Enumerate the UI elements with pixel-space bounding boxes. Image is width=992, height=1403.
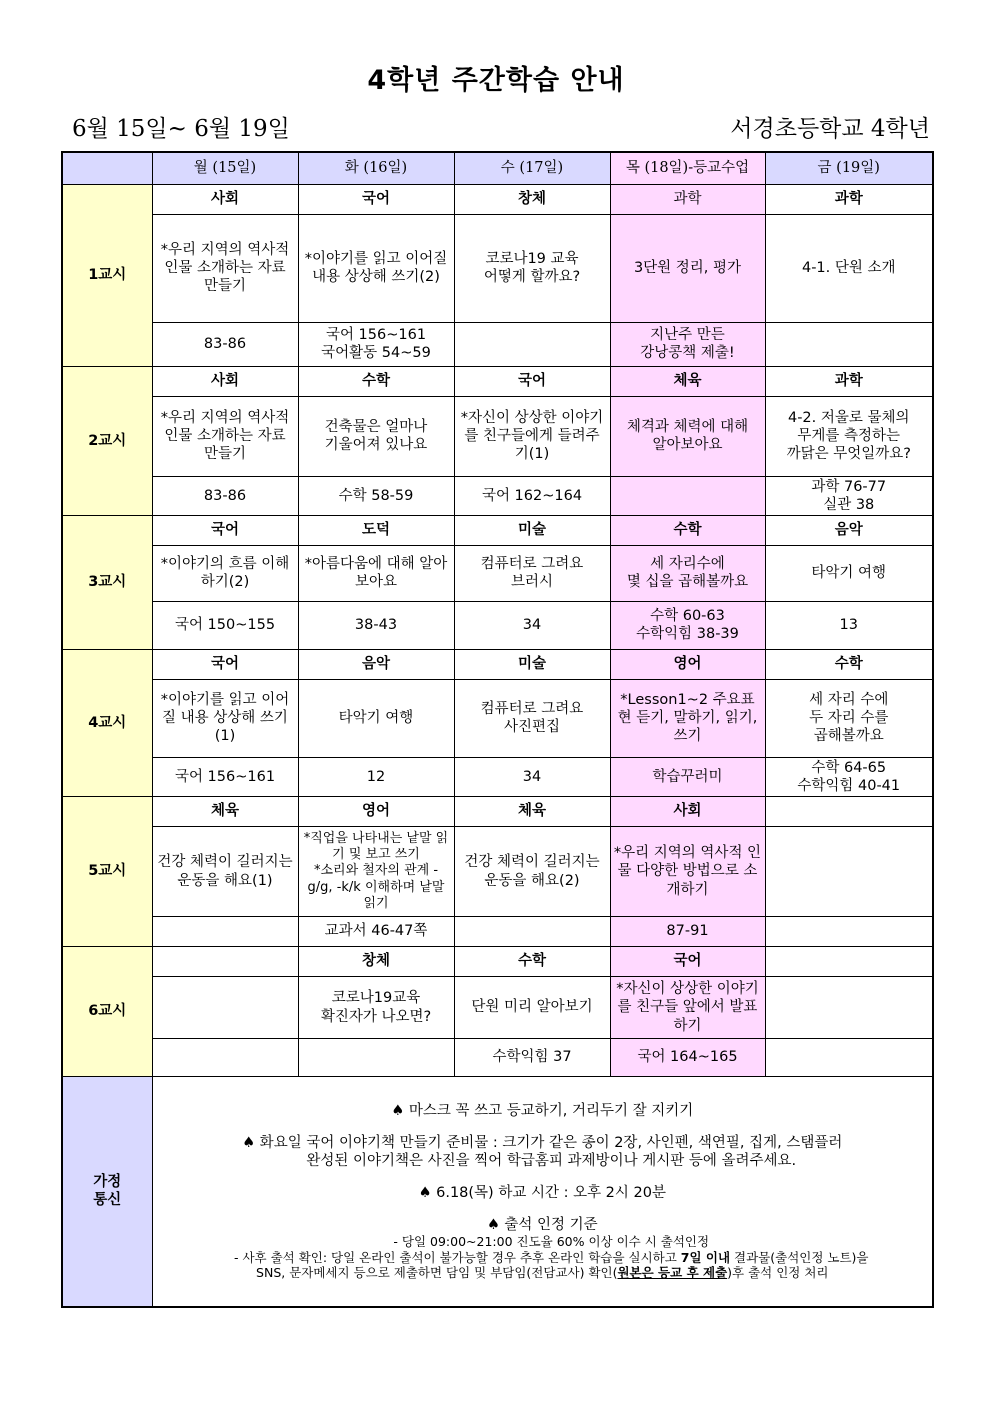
lesson-cell: *직업을 나타내는 낱말 읽기 및 보고 쓰기 *소리와 철자의 관계 -g/g, -k/k 이해하며 낱말 읽기 [298, 827, 454, 917]
lesson-cell: 타악기 여행 [765, 545, 933, 601]
lesson-cell: 체격과 체력에 대해 알아보아요 [610, 396, 765, 476]
schedule-body [62, 152, 933, 1077]
notice-item: ♠ 마스크 꼭 쓰고 등교하기, 거리두기 잘 지키기 [391, 1102, 694, 1119]
notice-item [156, 1265, 930, 1281]
period-subjects-row [62, 797, 933, 827]
notice-text: SNS, 문자메세지 등으로 제출하면 담임 및 부담임(전담교사) 확인( [256, 1265, 618, 1281]
page-cell: 수학익힘 37 [454, 1039, 610, 1077]
page-cell [298, 1039, 454, 1077]
subject-cell: 영어 [610, 649, 765, 679]
lesson-cell: 코로나19 교육 어떻게 할까요? [454, 214, 610, 322]
page-cell: 국어 164~165 [610, 1039, 765, 1077]
period-content-row [62, 545, 933, 601]
page-cell: 수학 58-59 [298, 476, 454, 515]
lesson-cell: 컴퓨터로 그려요 브러시 [454, 545, 610, 601]
page-cell: 과학 76-77 실관 38 [765, 476, 933, 515]
period-content-row [62, 396, 933, 476]
page-cell [152, 917, 298, 947]
page-cell: 국어 150~155 [152, 601, 298, 649]
period-pages-row [62, 1039, 933, 1077]
period-subjects-row [62, 366, 933, 396]
lesson-cell: *아름다움에 대해 알아보아요 [298, 545, 454, 601]
lesson-cell: 컴퓨터로 그려요 사진편집 [454, 679, 610, 757]
page-cell: 지난주 만든 강낭콩책 제출! [610, 322, 765, 366]
page-cell: 교과서 46-47쪽 [298, 917, 454, 947]
page-cell [610, 476, 765, 515]
lesson-cell [765, 977, 933, 1039]
lesson-cell: 건강 체력이 길러지는 운동을 해요(2) [454, 827, 610, 917]
lesson-cell: *우리 지역의 역사적 인물 소개하는 자료 만들기 [152, 396, 298, 476]
lesson-cell: 4-1. 단원 소개 [765, 214, 933, 322]
page-cell: 국어 156~161 [152, 757, 298, 796]
period-content-row [62, 977, 933, 1039]
subject-cell: 국어 [298, 184, 454, 214]
subject-cell: 국어 [610, 947, 765, 977]
lesson-cell: *우리 지역의 역사적 인물 소개하는 자료 만들기 [152, 214, 298, 322]
period-label: 2교시 [62, 366, 152, 515]
page-cell: 국어 156~161 국어활동 54~59 [298, 322, 454, 366]
subject-cell: 미술 [454, 649, 610, 679]
subject-cell: 영어 [298, 797, 454, 827]
home-notice-label: 가정 통신 [62, 1077, 152, 1307]
page-cell: 87-91 [610, 917, 765, 947]
lesson-cell: *이야기를 읽고 이어질 내용 상상해 쓰기(1) [152, 679, 298, 757]
day-header: 화 (16일) [298, 152, 454, 184]
lesson-cell: *이야기를 읽고 이어질 내용 상상해 쓰기(2) [298, 214, 454, 322]
period-label: 1교시 [62, 184, 152, 366]
school-name: 서경초등학교 4학년 [730, 116, 930, 142]
date-range: 6월 15일~ 6월 19일 [72, 116, 290, 142]
lesson-cell: *자신이 상상한 이야기를 친구들 앞에서 발표하기 [610, 977, 765, 1039]
subject-cell: 사회 [610, 797, 765, 827]
page-cell: 34 [454, 757, 610, 796]
notice-text: - 사후 출석 확인: 당일 온라인 출석이 불가능할 경우 추후 온라인 학습을 실시하고 [233, 1249, 681, 1265]
page-cell: 학습꾸러미 [610, 757, 765, 796]
subject-cell: 수학 [610, 515, 765, 545]
subject-cell: 도덕 [298, 515, 454, 545]
lesson-cell: 세 자리 수에 두 자리 수를 곱해볼까요 [765, 679, 933, 757]
page-cell: 34 [454, 601, 610, 649]
period-pages-row [62, 322, 933, 366]
day-header: 수 (17일) [454, 152, 610, 184]
subject-cell: 국어 [454, 366, 610, 396]
subject-cell [765, 797, 933, 827]
period-subjects-row [62, 649, 933, 679]
lesson-cell: *자신이 상상한 이야기를 친구들에게 들려주기(1) [454, 396, 610, 476]
page-cell [765, 322, 933, 366]
home-notice-section [62, 1077, 933, 1307]
page-cell: 국어 162~164 [454, 476, 610, 515]
period-subjects-row [62, 184, 933, 214]
lesson-cell: 3단원 정리, 평가 [610, 214, 765, 322]
subject-cell: 체육 [454, 797, 610, 827]
lesson-cell: 타악기 여행 [298, 679, 454, 757]
subject-cell: 창체 [454, 184, 610, 214]
notice-bold: 원본은 등교 후 제출 [617, 1265, 728, 1281]
notice-item [156, 1250, 930, 1266]
schedule-table [61, 151, 934, 1308]
notice-item: 완성된 이야기책은 사진을 찍어 학급홈피 과제방이나 게시판 등에 올려주세요. [306, 1152, 797, 1169]
subject-cell: 창체 [298, 947, 454, 977]
subject-cell: 국어 [152, 649, 298, 679]
subject-cell: 사회 [152, 184, 298, 214]
page-cell: 38-43 [298, 601, 454, 649]
notice-item: ♠ 화요일 국어 이야기책 만들기 준비물 : 크기가 같은 종이 2장, 사인펜, 색연필, 집게, 스탬플러 [242, 1134, 843, 1151]
subject-cell: 음악 [298, 649, 454, 679]
period-label: 4교시 [62, 649, 152, 796]
period-pages-row [62, 917, 933, 947]
lesson-cell: *우리 지역의 역사적 인물 다양한 방법으로 소개하기 [610, 827, 765, 917]
corner-cell [62, 152, 152, 184]
page-cell: 83-86 [152, 476, 298, 515]
notice-text: )후 출석 인정 처리 [727, 1265, 829, 1281]
page-cell: 12 [298, 757, 454, 796]
notice-item: ♠ 출석 인정 기준 [486, 1217, 598, 1233]
lesson-cell: 건축물은 얼마나 기울어져 있나요 [298, 396, 454, 476]
subject-cell: 수학 [298, 366, 454, 396]
period-pages-row [62, 476, 933, 515]
page-cell: 13 [765, 601, 933, 649]
lesson-cell: 세 자리수에 몇 십을 곱해볼까요 [610, 545, 765, 601]
day-header: 금 (19일) [765, 152, 933, 184]
day-header: 목 (18일)-등교수업 [610, 152, 765, 184]
period-label: 3교시 [62, 515, 152, 649]
period-content-row [62, 827, 933, 917]
header-row [62, 152, 933, 184]
notice-item: ♠ 6.18(목) 하교 시간 : 오후 2시 20분 [418, 1184, 666, 1201]
subject-cell: 과학 [610, 184, 765, 214]
subject-cell: 미술 [454, 515, 610, 545]
lesson-cell [152, 977, 298, 1039]
subject-cell [765, 947, 933, 977]
lesson-cell: 단원 미리 알아보기 [454, 977, 610, 1039]
subject-cell: 수학 [454, 947, 610, 977]
lesson-cell: 4-2. 저울로 물체의 무게를 측정하는 까닭은 무엇일까요? [765, 396, 933, 476]
lesson-cell: *Lesson1~2 주요표현 듣기, 말하기, 읽기, 쓰기 [610, 679, 765, 757]
subject-cell: 체육 [152, 797, 298, 827]
notice-text: 결과물(출석인정 노트)을 [730, 1249, 869, 1265]
period-subjects-row [62, 515, 933, 545]
day-header: 월 (15일) [152, 152, 298, 184]
lesson-cell: 코로나19교육 확진자가 나오면? [298, 977, 454, 1039]
period-content-row [62, 214, 933, 322]
lesson-cell [765, 827, 933, 917]
subject-cell: 과학 [765, 366, 933, 396]
period-pages-row [62, 757, 933, 796]
subject-cell: 음악 [765, 515, 933, 545]
period-content-row [62, 679, 933, 757]
period-pages-row [62, 601, 933, 649]
page-cell [765, 1039, 933, 1077]
period-label: 6교시 [62, 947, 152, 1077]
subject-cell: 수학 [765, 649, 933, 679]
notice-item: - 당일 09:00~21:00 진도율 60% 이상 이수 시 출석인정 [393, 1234, 710, 1250]
period-subjects-row [62, 947, 933, 977]
page-cell [454, 322, 610, 366]
page-title: 4학년 주간학습 안내 [367, 65, 625, 96]
subject-cell: 체육 [610, 366, 765, 396]
page-cell: 83-86 [152, 322, 298, 366]
subject-cell: 과학 [765, 184, 933, 214]
page-cell: 수학 64-65 수학익힘 40-41 [765, 757, 933, 796]
page-cell [152, 1039, 298, 1077]
page-cell: 수학 60-63 수학익힘 38-39 [610, 601, 765, 649]
lesson-cell: *이야기의 흐름 이해하기(2) [152, 545, 298, 601]
home-notice-content [152, 1077, 933, 1307]
page-cell [454, 917, 610, 947]
subject-cell: 사회 [152, 366, 298, 396]
period-label: 5교시 [62, 797, 152, 947]
page-cell [765, 917, 933, 947]
notice-bold: 7일 이내 [680, 1249, 731, 1265]
lesson-cell: 건강 체력이 길러지는 운동을 해요(1) [152, 827, 298, 917]
subject-cell [152, 947, 298, 977]
subject-cell: 국어 [152, 515, 298, 545]
